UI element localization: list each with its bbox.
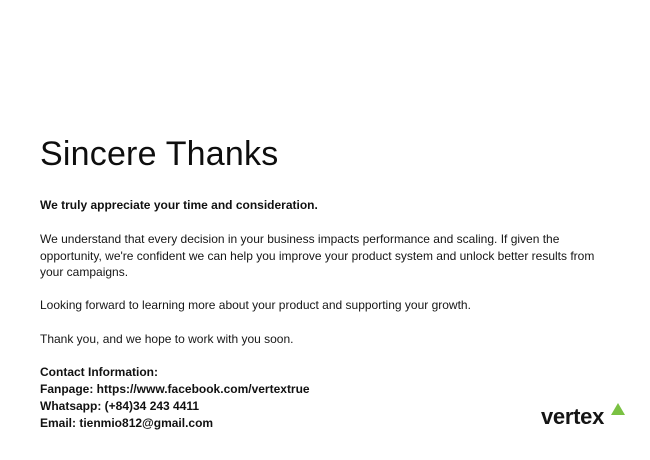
lead-statement: We truly appreciate your time and consideration. (40, 198, 318, 212)
whatsapp-number[interactable]: Whatsapp: (+84)34 243 4411 (40, 399, 200, 413)
body-paragraph: We understand that every decision in your business impacts performance and scaling. If given the opportunity, we're confident we can help you improve your product system and unlock better results from your campaigns. (40, 232, 595, 280)
contact-information (40, 364, 310, 432)
body-paragraph: Looking forward to learning more about your product and supporting your growth. (40, 298, 471, 312)
contact-heading: Contact Information: (40, 365, 158, 379)
logo-wordmark: vertex (541, 404, 605, 429)
fanpage-link[interactable]: Fanpage: https://www.facebook.com/vertextrue (40, 382, 310, 396)
triangle-icon (611, 403, 625, 415)
email-address[interactable]: Email: tienmio812@gmail.com (40, 416, 214, 430)
closing-paragraph: Thank you, and we hope to work with you soon. (40, 332, 294, 346)
vertex-logo (541, 402, 627, 432)
page-title: Sincere Thanks (40, 135, 279, 173)
